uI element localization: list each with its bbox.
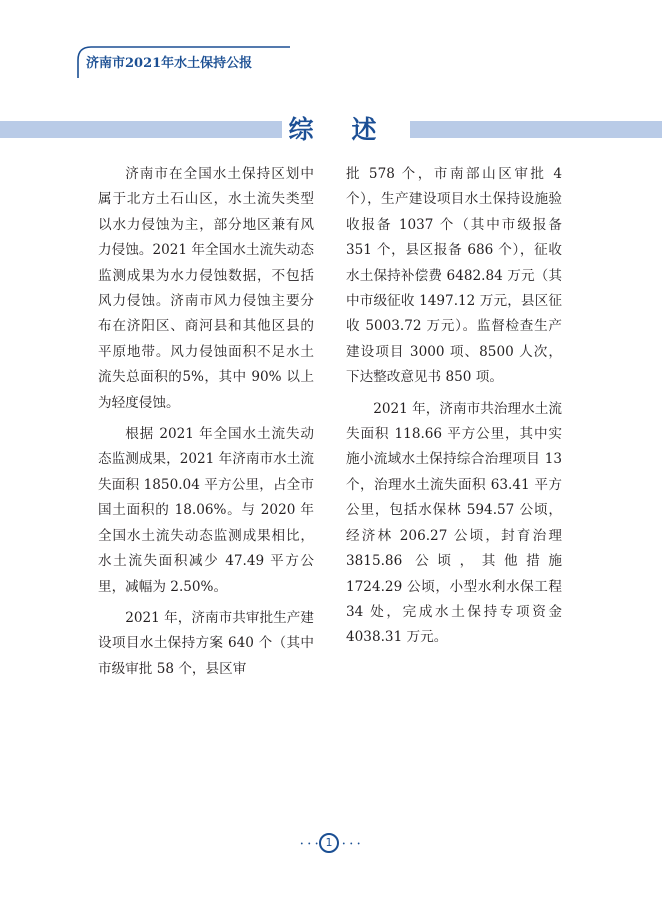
paragraph: 根据 2021 年全国水土流失动态监测成果，2021 年济南市水土流失面积 1850.04 平方公里，占全市国土面积的 18.06%。与 2020 年全国水土流失动态监测成果相比，水土流失面积减少 47.49 平方公里，减幅为 2.50%。 [98, 426, 314, 595]
section-heading-char-1: 综 [282, 111, 320, 149]
page-number: 1 [319, 833, 339, 853]
footer-dots-right: • • • [342, 841, 362, 848]
text-column-left [98, 162, 314, 688]
section-heading-char-2: 述 [345, 111, 383, 149]
paragraph: 2021 年，济南市共审批生产建设项目水土保持方案 640 个（其中市级审批 58 个，县区审 [98, 609, 314, 677]
text-column-right [346, 162, 562, 657]
heading-band-right [410, 121, 662, 138]
page-footer [300, 833, 362, 855]
header-title: 济南市2021年水土保持公报 [86, 56, 253, 71]
footer-dots-left: • • • [300, 841, 320, 848]
paragraph: 济南市在全国水土保持区划中属于北方土石山区，水土流失类型以水力侵蚀为主，部分地区兼有风力侵蚀。2021 年全国水土流失动态监测成果为水力侵蚀数据，不包括风力侵蚀。济南市风力侵蚀主要分布在济阳区、商河县和其他区县的平原地带。风力侵蚀面积不足水土流失总面积的5%，其中 90% 以上为轻度侵蚀。 [98, 166, 314, 411]
header-tab [0, 0, 290, 78]
heading-band-left [0, 121, 282, 138]
paragraph: 批 578 个，市南部山区审批 4 个），生产建设项目水土保持设施验收报备 1037 个（其中市级报备 351 个，县区报备 686 个），征收水土保持补偿费 6482.84 万元（其中市级征收 1497.12 万元，县区征收 5003.72 万元）。监督检查生产建设项目 3000 项、8500 人次，下达整改意见书 850 项。 [346, 166, 562, 386]
paragraph: 2021 年，济南市共治理水土流失面积 118.66 平方公里，其中实施小流域水土保持综合治理项目 13 个，治理水土流失面积 63.41 平方公里，包括水保林 594.57 公顷，经济林 206.27 公顷，封育治理 3815.86 公顷，其他措施 1724.29 公顷，小型水利水保工程 34 处，完成水土保持专项资金 4038.31 万元。 [346, 400, 562, 646]
